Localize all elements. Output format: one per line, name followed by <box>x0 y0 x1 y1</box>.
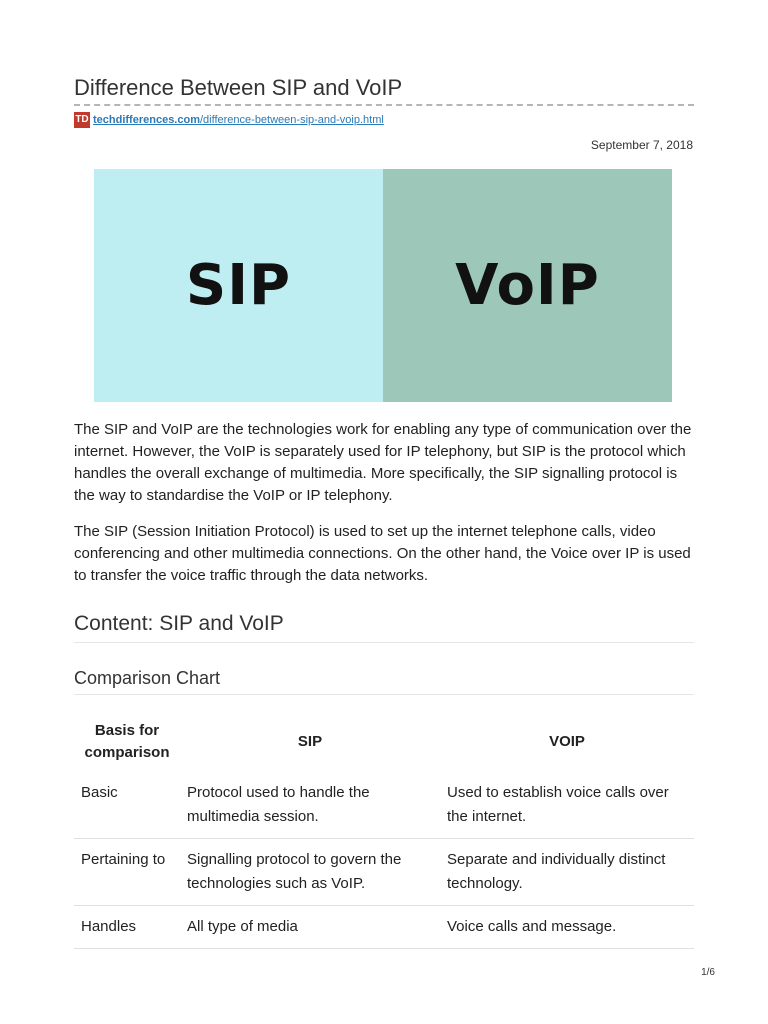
header-sip: SIP <box>297 733 323 750</box>
row-sip-cell: Signalling protocol to govern the technologies such as VoIP. <box>180 839 440 906</box>
header-voip: VOIP <box>549 733 585 750</box>
page-title: Difference Between SIP and VoIP <box>74 75 403 100</box>
comparison-table <box>74 712 694 949</box>
row-basis-cell: Basic <box>74 772 180 839</box>
row-voip-cell: Used to establish voice calls over the internet. <box>440 772 694 839</box>
intro-paragraph: The SIP and VoIP are the technologies work for enabling any type of communication over the internet. However, the VoIP is separately used for IP telephony, but SIP is the protocol which handles the overall exchange of multimedia. More specifically, the SIP signalling protocol is the way to standardise the VoIP or IP telephony. <box>74 421 692 504</box>
site-logo-icon: TD <box>74 112 90 128</box>
content-heading: Content: SIP and VoIP <box>74 612 284 635</box>
table-header-row <box>74 712 694 772</box>
row-voip-cell: Voice calls and message. <box>440 906 694 949</box>
table-row <box>74 906 694 949</box>
header-basis: Basis for comparison <box>84 722 170 761</box>
row-basis-cell: Handles <box>74 906 180 949</box>
source-path[interactable]: /difference-between-sip-and-voip.html <box>199 114 384 126</box>
hero-image <box>94 169 672 402</box>
table-row <box>74 772 694 839</box>
row-basis-cell: Pertaining to <box>74 839 180 906</box>
hero-voip-panel: VoIP <box>383 169 672 402</box>
row-sip-cell: All type of media <box>180 906 440 949</box>
publish-date: September 7, 2018 <box>590 138 693 152</box>
comparison-heading-divider <box>74 694 694 695</box>
table-row <box>74 839 694 906</box>
page-number: 1/6 <box>701 967 715 978</box>
row-voip-cell: Separate and individually distinct technology. <box>440 839 694 906</box>
row-sip-cell: Protocol used to handle the multimedia session. <box>180 772 440 839</box>
source-domain[interactable]: techdifferences.com <box>93 114 200 126</box>
content-heading-divider <box>74 642 694 643</box>
comparison-chart-heading: Comparison Chart <box>74 668 221 688</box>
hero-sip-panel: SIP <box>94 169 383 402</box>
source-link[interactable] <box>74 111 384 129</box>
definition-paragraph: The SIP (Session Initiation Protocol) is used to set up the internet telephone calls, video conferencing and other multimedia connections. On the other hand, the Voice over IP is used to transfer the voice traffic through the data networks. <box>74 523 691 584</box>
title-divider <box>74 104 694 106</box>
